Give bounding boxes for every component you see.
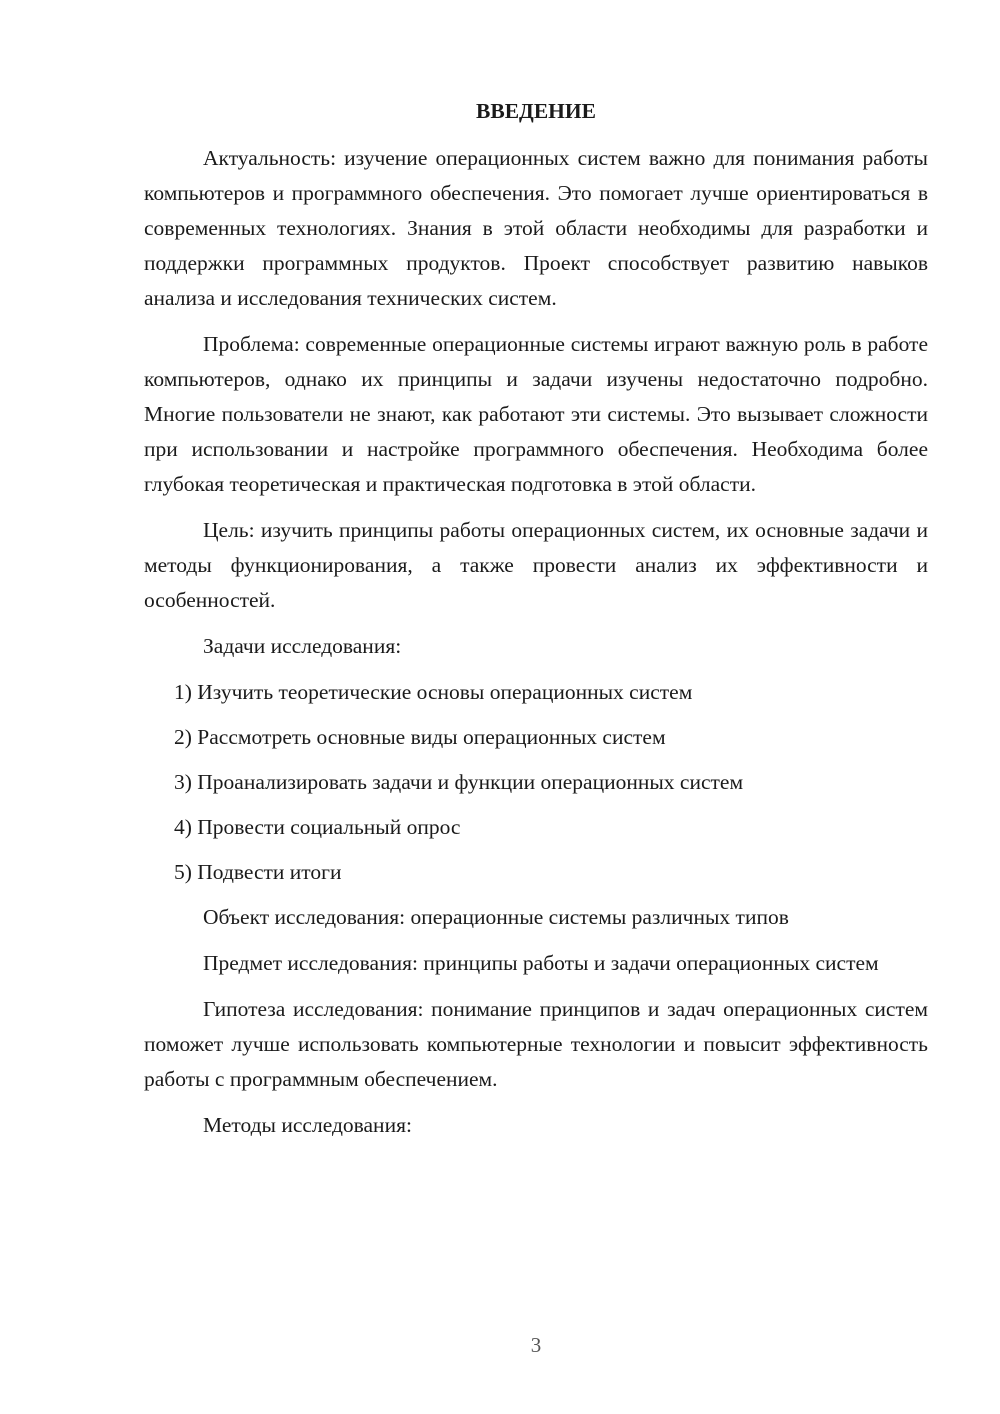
list-item: 4) Провести социальный опрос bbox=[174, 815, 461, 839]
document-title: ВВЕДЕНИЕ bbox=[476, 99, 596, 123]
tasks-list bbox=[144, 675, 928, 890]
page-number: 3 bbox=[530, 1333, 542, 1357]
paragraph-hypothesis: Гипотеза исследования: понимание принципов и задач операционных систем поможет лучше использовать компьютерные технологии и повысит эффективность работы с программным обеспечением. bbox=[144, 997, 928, 1091]
list-item: 2) Рассмотреть основные виды операционных систем bbox=[174, 725, 666, 749]
list-item: 1) Изучить теоретические основы операционных систем bbox=[174, 680, 693, 704]
paragraph-goal: Цель: изучить принципы работы операционных систем, их основные задачи и методы функционирования, а также провести анализ их эффективности и особенностей. bbox=[144, 518, 928, 612]
list-item: 3) Проанализировать задачи и функции операционных систем bbox=[174, 770, 744, 794]
tasks-heading: Задачи исследования: bbox=[203, 634, 402, 658]
list-item: 5) Подвести итоги bbox=[174, 860, 342, 884]
document-page bbox=[144, 94, 928, 1154]
paragraph-problem: Проблема: современные операционные системы играют важную роль в работе компьютеров, однако их принципы и задачи изучены недостаточно подробно. Многие пользователи не знают, как работают эти системы. Это вызывает сложности при использовании и настройке программного обеспечения. Необходима более глубокая теоретическая и практическая подготовка в этой области. bbox=[144, 332, 928, 496]
paragraph-relevance: Актуальность: изучение операционных систем важно для понимания работы компьютеров и программного обеспечения. Это помогает лучше ориентироваться в современных технологиях. Знания в этой области необходимы для разработки и поддержки программных продуктов. Проект способствует развитию навыков анализа и исследования технических систем. bbox=[144, 146, 928, 310]
paragraph-object: Объект исследования: операционные системы различных типов bbox=[203, 905, 789, 929]
methods-heading: Методы исследования: bbox=[203, 1113, 412, 1137]
paragraph-subject: Предмет исследования: принципы работы и задачи операционных систем bbox=[203, 951, 879, 975]
